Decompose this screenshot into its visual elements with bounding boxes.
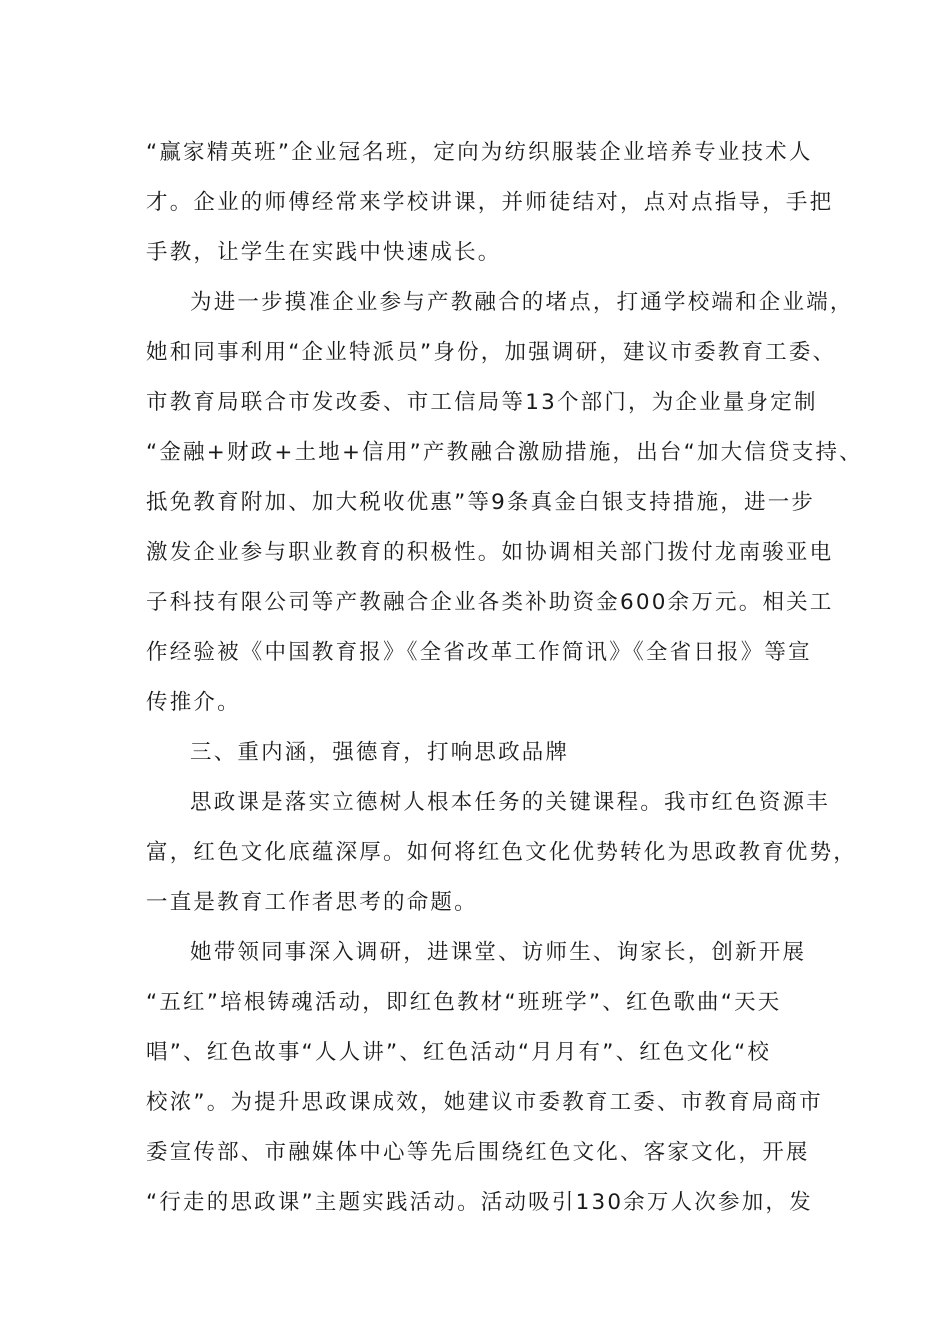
text-line: 她和同事利用“企业特派员”身份，加强调研，建议市委教育工委、 (146, 340, 837, 365)
text-line: 唱”、红色故事“人人讲”、红色活动“月月有”、红色文化“校 (146, 1040, 772, 1065)
text-line: “金融+财政+土地+信用”产教融合激励措施，出台“加大信贷支持、 (146, 440, 863, 465)
paragraph-first-line: 她带领同事深入调研，进课堂、访师生、询家长，创新开展 (190, 940, 807, 965)
text-line: “赢家精英班”企业冠名班，定向为纺织服装企业培养专业技术人 (146, 140, 813, 165)
text-line: 校浓”。为提升思政课成效，她建议市委教育工委、市教育局商市 (146, 1090, 823, 1115)
paragraph-first-line: 为进一步摸准企业参与产教融合的堵点，打通学校端和企业端， (190, 290, 854, 315)
text-line: 富，红色文化底蕴深厚。如何将红色文化优势转化为思政教育优势， (146, 840, 858, 865)
section-heading: 三、重内涵，强德育，打响思政品牌 (190, 740, 570, 765)
paragraph-first-line: 思政课是落实立德树人根本任务的关键课程。我市红色资源丰 (190, 790, 830, 815)
text-line: 委宣传部、市融媒体中心等先后围绕红色文化、客家文化，开展 (146, 1140, 810, 1165)
text-line: 手教，让学生在实践中快速成长。 (146, 240, 502, 265)
text-line: 市教育局联合市发改委、市工信局等13个部门，为企业量身定制 (146, 390, 818, 415)
text-line: “行走的思政课”主题实践活动。活动吸引130余万人次参加，发 (146, 1190, 813, 1215)
text-line: 子科技有限公司等产教融合企业各类补助资金600余万元。相关工 (146, 590, 834, 615)
text-line: 抵免教育附加、加大税收优惠”等9条真金白银支持措施，进一步 (146, 490, 816, 515)
text-line: 一直是教育工作者思考的命题。 (146, 890, 478, 915)
text-line: 才。企业的师傅经常来学校讲课，并师徒结对，点对点指导，手把 (146, 190, 834, 215)
text-line: 作经验被《中国教育报》《全省改革工作简讯》《全省日报》等宣 (146, 640, 812, 665)
text-line: 传推介。 (146, 690, 241, 715)
text-line: “五红”培根铸魂活动，即红色教材“班班学”、红色歌曲“天天 (146, 990, 782, 1015)
text-line: 激发企业参与职业教育的积极性。如协调相关部门拨付龙南骏亚电 (146, 540, 834, 565)
